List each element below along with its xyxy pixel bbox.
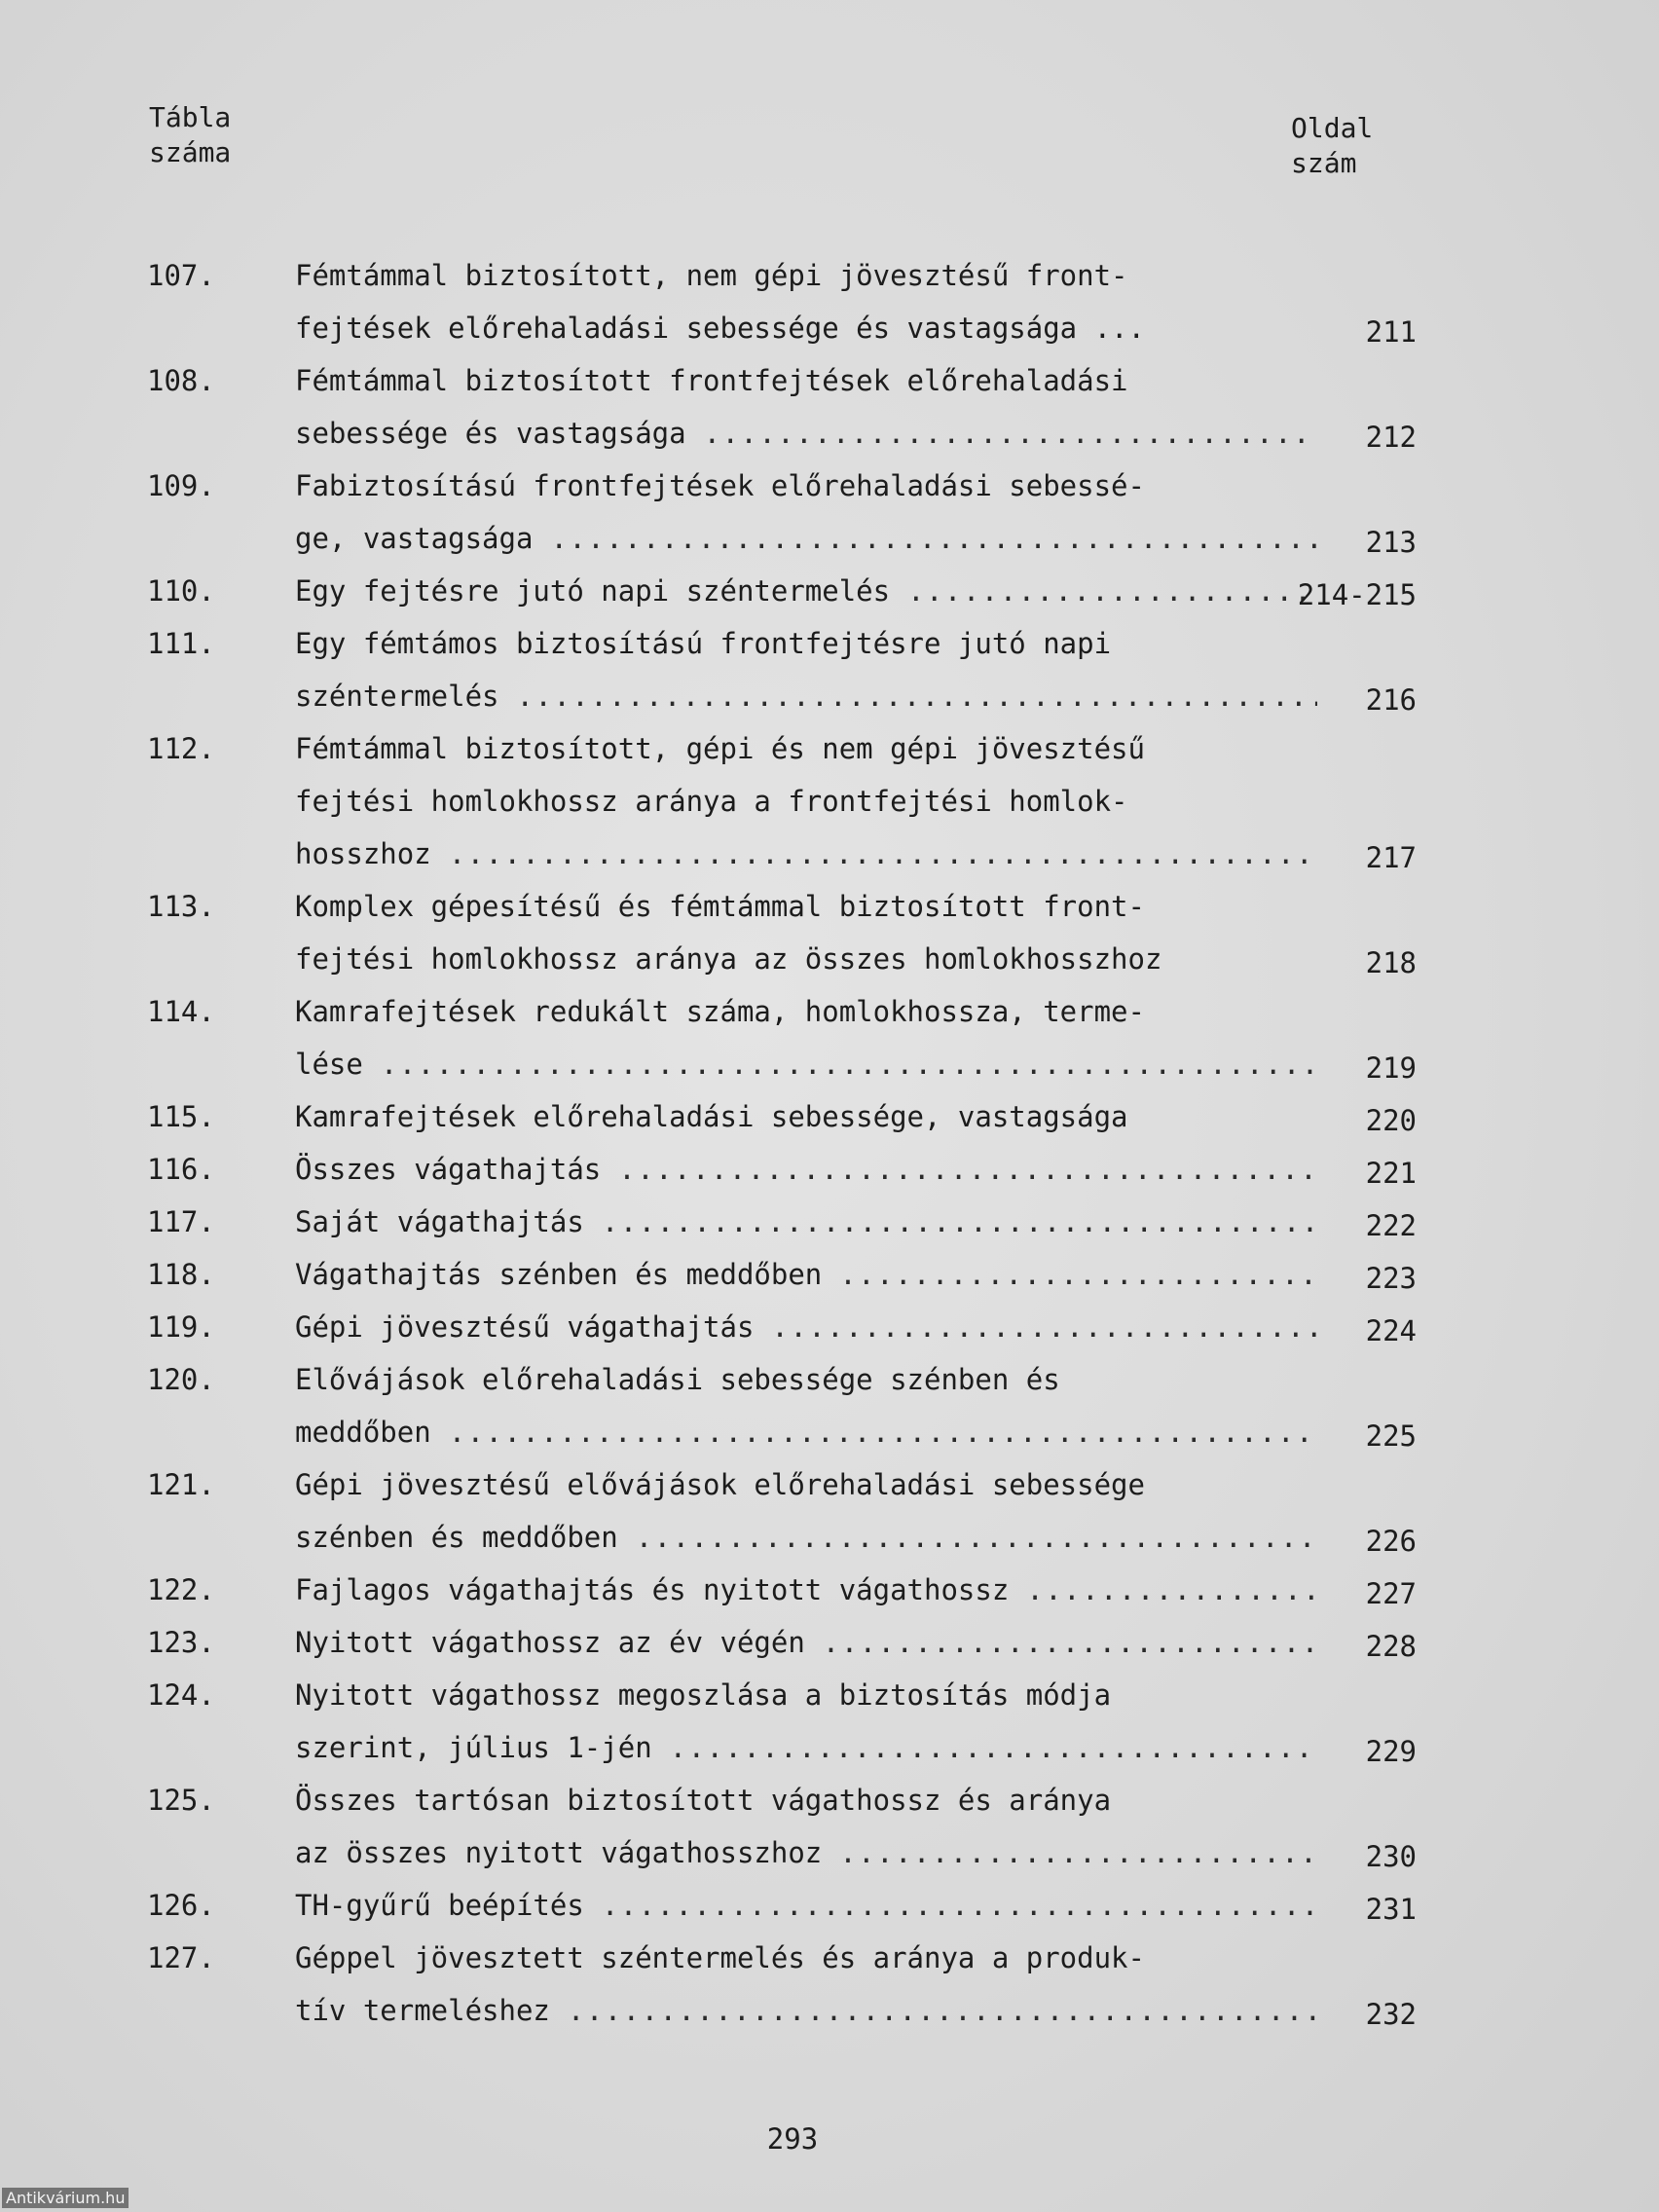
title-line: Gépi jövesztésű vágathajtás [295, 1310, 755, 1344]
table-title [295, 617, 1327, 722]
table-title [295, 354, 1327, 460]
title-last-line [295, 1826, 1327, 1879]
title-last-line [295, 1143, 1327, 1196]
title-line: tív termeléshez [295, 1994, 550, 2027]
dot-leader [449, 828, 1317, 880]
table-title [295, 1353, 1327, 1458]
page-reference: 212 [1365, 421, 1417, 454]
table-title [295, 1932, 1327, 2037]
title-line: Géppel jövesztett széntermelés és aránya a produk- [295, 1941, 1145, 1974]
title-line: hosszhoz [295, 837, 431, 870]
page-reference: 213 [1365, 526, 1417, 559]
title-line: Összes vágathajtás [295, 1153, 602, 1186]
dot-leader [670, 1721, 1317, 1774]
page-reference: 225 [1365, 1419, 1417, 1453]
title-line: az összes nyitott vágathosszhoz [295, 1836, 823, 1869]
table-number: 125. [147, 1784, 215, 1817]
title-line: Fémtámmal biztosított, nem gépi jövesztésű front- [295, 259, 1128, 292]
dot-leader [602, 1196, 1317, 1248]
dot-leader [839, 1826, 1317, 1879]
table-title [295, 1564, 1327, 1616]
table-number: 120. [147, 1363, 215, 1396]
table-number: 123. [147, 1626, 215, 1659]
table-number: 127. [147, 1941, 215, 1974]
table-title [295, 1458, 1327, 1564]
toc-entry [141, 1616, 1417, 1669]
table-number: 114. [147, 995, 215, 1028]
title-line: szénben és meddőben [295, 1521, 618, 1554]
dot-leader [550, 512, 1317, 565]
title-line: ge, vastagsága [295, 522, 534, 555]
title-last-line [295, 1721, 1327, 1774]
table-title [295, 1669, 1327, 1774]
table-number: 124. [147, 1678, 215, 1712]
table-number: 108. [147, 364, 215, 397]
dot-leader [381, 1038, 1317, 1090]
title-line: Egy fémtámos biztosítású frontfejtésre jutó napi [295, 627, 1112, 660]
dot-leader [517, 670, 1317, 722]
title-line: szerint, július 1-jén [295, 1731, 652, 1764]
header-right-line2: szám [1291, 147, 1357, 179]
title-line: Komplex gépesítésű és fémtámmal biztosított front- [295, 890, 1145, 923]
table-title [295, 1616, 1327, 1669]
title-last-line [295, 670, 1327, 722]
title-line: Saját vágathajtás [295, 1205, 584, 1238]
table-number: 122. [147, 1573, 215, 1606]
table-title [295, 460, 1327, 565]
dot-leader [568, 1984, 1317, 2037]
title-line: TH-gyűrű beépítés [295, 1889, 584, 1922]
toc-entry [141, 1774, 1417, 1879]
page-reference: 220 [1365, 1104, 1417, 1137]
page-reference: 227 [1365, 1577, 1417, 1610]
table-number: 118. [147, 1258, 215, 1291]
dot-leader [1026, 1564, 1317, 1616]
table-number: 117. [147, 1205, 215, 1238]
header-right-line1: Oldal [1291, 112, 1374, 144]
table-title [295, 249, 1327, 354]
title-last-line [295, 302, 1327, 354]
title-line: Egy fejtésre jutó napi széntermelés [295, 574, 891, 608]
page-reference: 216 [1365, 683, 1417, 717]
title-line: Fabiztosítású frontfejtések előrehaladási sebessé- [295, 469, 1145, 502]
dot-leader [602, 1879, 1317, 1932]
page-reference: 230 [1365, 1840, 1417, 1873]
page-reference: 217 [1365, 841, 1417, 874]
title-line: Elővájások előrehaladási sebessége szénben és [295, 1363, 1060, 1396]
page-reference: 231 [1365, 1893, 1417, 1926]
toc-entry [141, 1143, 1417, 1196]
watermark: Antikvárium.hu [2, 2188, 129, 2208]
page-reference: 221 [1365, 1157, 1417, 1190]
title-line: Gépi jövesztésű elővájások előrehaladási sebessége [295, 1468, 1145, 1501]
toc-entry [141, 1353, 1417, 1458]
table-number: 126. [147, 1889, 215, 1922]
table-title [295, 1879, 1327, 1932]
title-last-line [295, 1038, 1327, 1090]
table-number: 121. [147, 1468, 215, 1501]
dot-leader [636, 1511, 1317, 1564]
title-last-line [295, 1248, 1327, 1301]
title-last-line [295, 1616, 1327, 1669]
dot-leader [771, 1301, 1317, 1353]
page-reference: 219 [1365, 1051, 1417, 1085]
page-reference: 226 [1365, 1525, 1417, 1558]
table-number: 115. [147, 1100, 215, 1133]
toc-entry [141, 1458, 1417, 1564]
dot-leader [704, 407, 1317, 460]
title-line: sebessége és vastagsága [295, 417, 686, 450]
table-title [295, 1090, 1327, 1143]
title-last-line [295, 1301, 1327, 1353]
title-last-line [295, 1879, 1327, 1932]
title-last-line [295, 407, 1327, 460]
page-reference: 211 [1365, 315, 1417, 349]
toc-entry [141, 1248, 1417, 1301]
header-left-line2: száma [149, 136, 232, 168]
toc-entry [141, 722, 1417, 880]
title-last-line [295, 565, 1327, 617]
table-title [295, 1196, 1327, 1248]
page-reference: 214-215 [1297, 578, 1417, 611]
table-title [295, 1774, 1327, 1879]
title-last-line [295, 1406, 1327, 1458]
dot-leader [907, 565, 1317, 617]
header-left-line1: Tábla [149, 101, 232, 133]
toc-entry [141, 1564, 1417, 1616]
page-reference: 232 [1365, 1998, 1417, 2031]
title-line: fejtési homlokhossz aránya az összes homlokhosszhoz [295, 942, 1162, 976]
title-line: Összes tartósan biztosított vágathossz és aránya [295, 1784, 1112, 1817]
toc-entry [141, 460, 1417, 565]
table-number: 113. [147, 890, 215, 923]
toc-entry [141, 565, 1417, 617]
toc-entry [141, 880, 1417, 985]
table-title [295, 565, 1327, 617]
table-title [295, 1301, 1327, 1353]
title-line: Kamrafejtések előrehaladási sebessége, vastagsága [295, 1100, 1128, 1133]
toc-entry [141, 1932, 1417, 2037]
page-reference: 224 [1365, 1314, 1417, 1347]
table-number: 107. [147, 259, 215, 292]
page-reference: 223 [1365, 1262, 1417, 1295]
toc-entry [141, 617, 1417, 722]
title-last-line [295, 1564, 1327, 1616]
title-line: lése [295, 1048, 363, 1081]
title-line: széntermelés [295, 680, 499, 713]
dot-leader [823, 1616, 1317, 1669]
title-last-line [295, 933, 1327, 985]
toc-entry [141, 249, 1417, 354]
table-title [295, 880, 1327, 985]
toc-entry [141, 1090, 1417, 1143]
page-number: 293 [766, 2122, 819, 2156]
page-number-column-header [1291, 111, 1373, 181]
toc-entry [141, 354, 1417, 460]
page-reference: 229 [1365, 1735, 1417, 1768]
toc-entry [141, 1669, 1417, 1774]
title-last-line [295, 1196, 1327, 1248]
title-line: Fémtámmal biztosított frontfejtések előrehaladási [295, 364, 1128, 397]
table-number: 119. [147, 1310, 215, 1344]
table-number: 109. [147, 469, 215, 502]
table-title [295, 722, 1327, 880]
table-number: 111. [147, 627, 215, 660]
table-number: 112. [147, 732, 215, 765]
table-number: 116. [147, 1153, 215, 1186]
page-reference: 218 [1365, 946, 1417, 979]
title-line: Kamrafejtések redukált száma, homlokhossza, terme- [295, 995, 1145, 1028]
title-last-line [295, 828, 1327, 880]
title-last-line [295, 512, 1327, 565]
page-reference: 222 [1365, 1209, 1417, 1242]
title-line: Fémtámmal biztosított, gépi és nem gépi jövesztésű [295, 732, 1145, 765]
table-title [295, 1248, 1327, 1301]
dot-leader [839, 1248, 1317, 1301]
title-last-line [295, 1984, 1327, 2037]
toc-entry [141, 1879, 1417, 1932]
table-number-column-header [149, 100, 231, 170]
table-title [295, 1143, 1327, 1196]
title-line: Vágathajtás szénben és meddőben [295, 1258, 823, 1291]
dot-leader [618, 1143, 1317, 1196]
page-reference: 228 [1365, 1630, 1417, 1663]
title-last-line [295, 1090, 1327, 1143]
toc-entry [141, 1196, 1417, 1248]
title-line: Fajlagos vágathajtás és nyitott vágathossz [295, 1573, 1010, 1606]
table-title [295, 985, 1327, 1090]
dot-leader [449, 1406, 1317, 1458]
toc-entry [141, 985, 1417, 1090]
title-line: fejtési homlokhossz aránya a frontfejtési homlok- [295, 785, 1128, 818]
title-line: Nyitott vágathossz az év végén [295, 1626, 805, 1659]
toc-entry [141, 1301, 1417, 1353]
title-line: Nyitott vágathossz megoszlása a biztosítás módja [295, 1678, 1112, 1712]
title-last-line [295, 1511, 1327, 1564]
table-of-contents [141, 249, 1417, 2037]
table-number: 110. [147, 574, 215, 608]
title-line: meddőben [295, 1416, 431, 1449]
title-line: fejtések előrehaladási sebessége és vastagsága ... [295, 312, 1145, 345]
